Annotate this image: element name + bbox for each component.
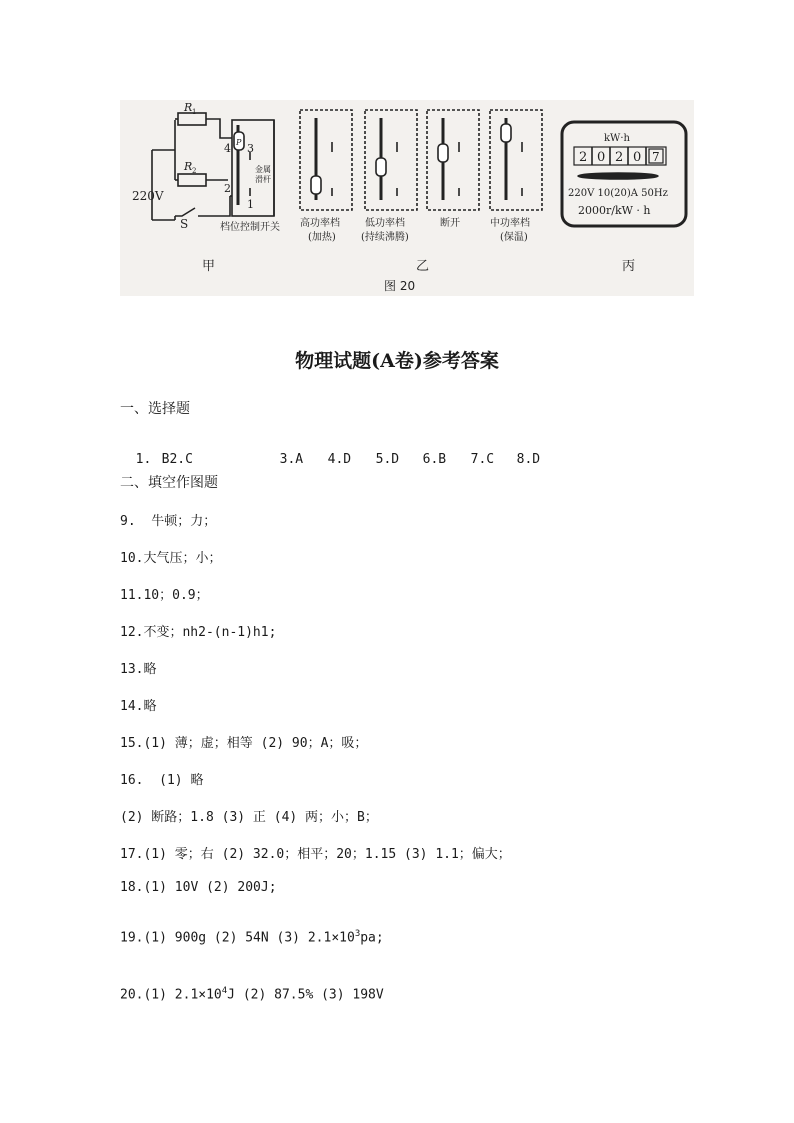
answer-20	[120, 986, 384, 1002]
answer-19-unit: pa;	[360, 930, 384, 946]
answer-item: 6.B	[422, 452, 447, 467]
answer-18: 18.(1) 10V (2) 200J;	[120, 880, 277, 895]
contact-1-label: 1	[247, 198, 254, 211]
section-fill: 二、填空作图题	[120, 475, 218, 491]
circuit-figure	[120, 100, 694, 296]
meter-spec: 220V 10(20)A 50Hz	[568, 188, 668, 199]
answer-item: 4.D	[327, 452, 352, 467]
answer-14: 14.略	[120, 699, 157, 714]
r1-subscript: 1	[192, 108, 197, 116]
answer-19	[120, 929, 384, 945]
contact-3-label: 3	[247, 142, 254, 155]
answer-item: 8.D	[516, 452, 541, 467]
contact-4-label: 4	[224, 142, 231, 155]
mode-mid-desc: (保温)	[500, 232, 528, 243]
answer-20-main: 20.(1) 2.1×10	[120, 987, 222, 1003]
meter-unit: kW·h	[604, 133, 630, 144]
answer-20-exponent: 4	[221, 986, 228, 996]
metal-rod-label-2: 滑杆	[255, 175, 271, 184]
switch-s-label: S	[180, 217, 189, 231]
answer-num: 1.	[135, 452, 152, 467]
meter-digit: 0	[633, 150, 642, 165]
mode-high-label: 高功率档	[300, 218, 340, 229]
metal-rod-label-1: 金属	[255, 165, 271, 174]
answer-item: B2.C	[161, 452, 193, 467]
r1-label: R	[184, 101, 193, 114]
mode-mid-label: 中功率档	[490, 218, 530, 229]
page-title: 物理试题(A卷)参考答案	[295, 350, 499, 372]
answer-16: 16. (1) 略	[120, 773, 204, 788]
answer-item: 7.C	[470, 452, 495, 467]
figure-caption: 图 20	[384, 279, 416, 293]
switch-label: 档位控制开关	[220, 222, 280, 233]
answer-20-rest: J (2) 87.5% (3) 198V	[227, 987, 384, 1003]
mode-off-label: 断开	[440, 218, 460, 229]
meter-digit: 0	[597, 150, 606, 165]
r2-label: R	[184, 160, 193, 173]
mode-low-label: 低功率档	[365, 218, 405, 229]
answer-item: 5.D	[375, 452, 400, 467]
figure-20	[120, 100, 694, 296]
answer-10: 10.大气压；小；	[120, 551, 222, 566]
answer-row-1	[120, 437, 540, 467]
figure-b-label: 乙	[416, 259, 430, 274]
answer-16-cont: (2) 断路；1.8 (3) 正 (4) 两；小；B；	[120, 810, 378, 825]
r2-subscript: 2	[192, 167, 197, 175]
answer-12: 12.不变；nh2-(n-1)h1;	[120, 625, 277, 640]
answer-19-exponent: 3	[354, 929, 361, 939]
meter-digit: 2	[579, 150, 588, 165]
answer-item: 3.A	[279, 452, 304, 467]
meter-digit-red: 7	[652, 150, 660, 164]
figure-a-label: 甲	[202, 259, 216, 274]
section-choice: 一、选择题	[120, 401, 190, 417]
meter-digit: 2	[615, 150, 624, 165]
answer-19-main: 19.(1) 900g (2) 54N (3) 2.1×10	[120, 930, 355, 946]
mode-high-desc: (加热)	[308, 232, 336, 243]
voltage-label: 220V	[132, 189, 164, 203]
meter-constant: 2000r/kW · h	[578, 204, 651, 217]
answer-11: 11.10；0.9；	[120, 588, 209, 603]
answer-9: 9. 牛顿；力；	[120, 514, 217, 529]
figure-c-label: 丙	[622, 259, 636, 274]
answer-15: 15.(1) 薄；虚；相等 (2) 90；A；吸；	[120, 736, 368, 751]
mode-low-desc: (持续沸腾)	[361, 232, 409, 243]
contact-2-label: 2	[224, 182, 231, 195]
answer-17: 17.(1) 零；右 (2) 32.0；相平；20；1.15 (3) 1.1；偏大；	[120, 847, 511, 862]
answer-13: 13.略	[120, 662, 157, 677]
slider-p-label: P	[236, 138, 242, 147]
